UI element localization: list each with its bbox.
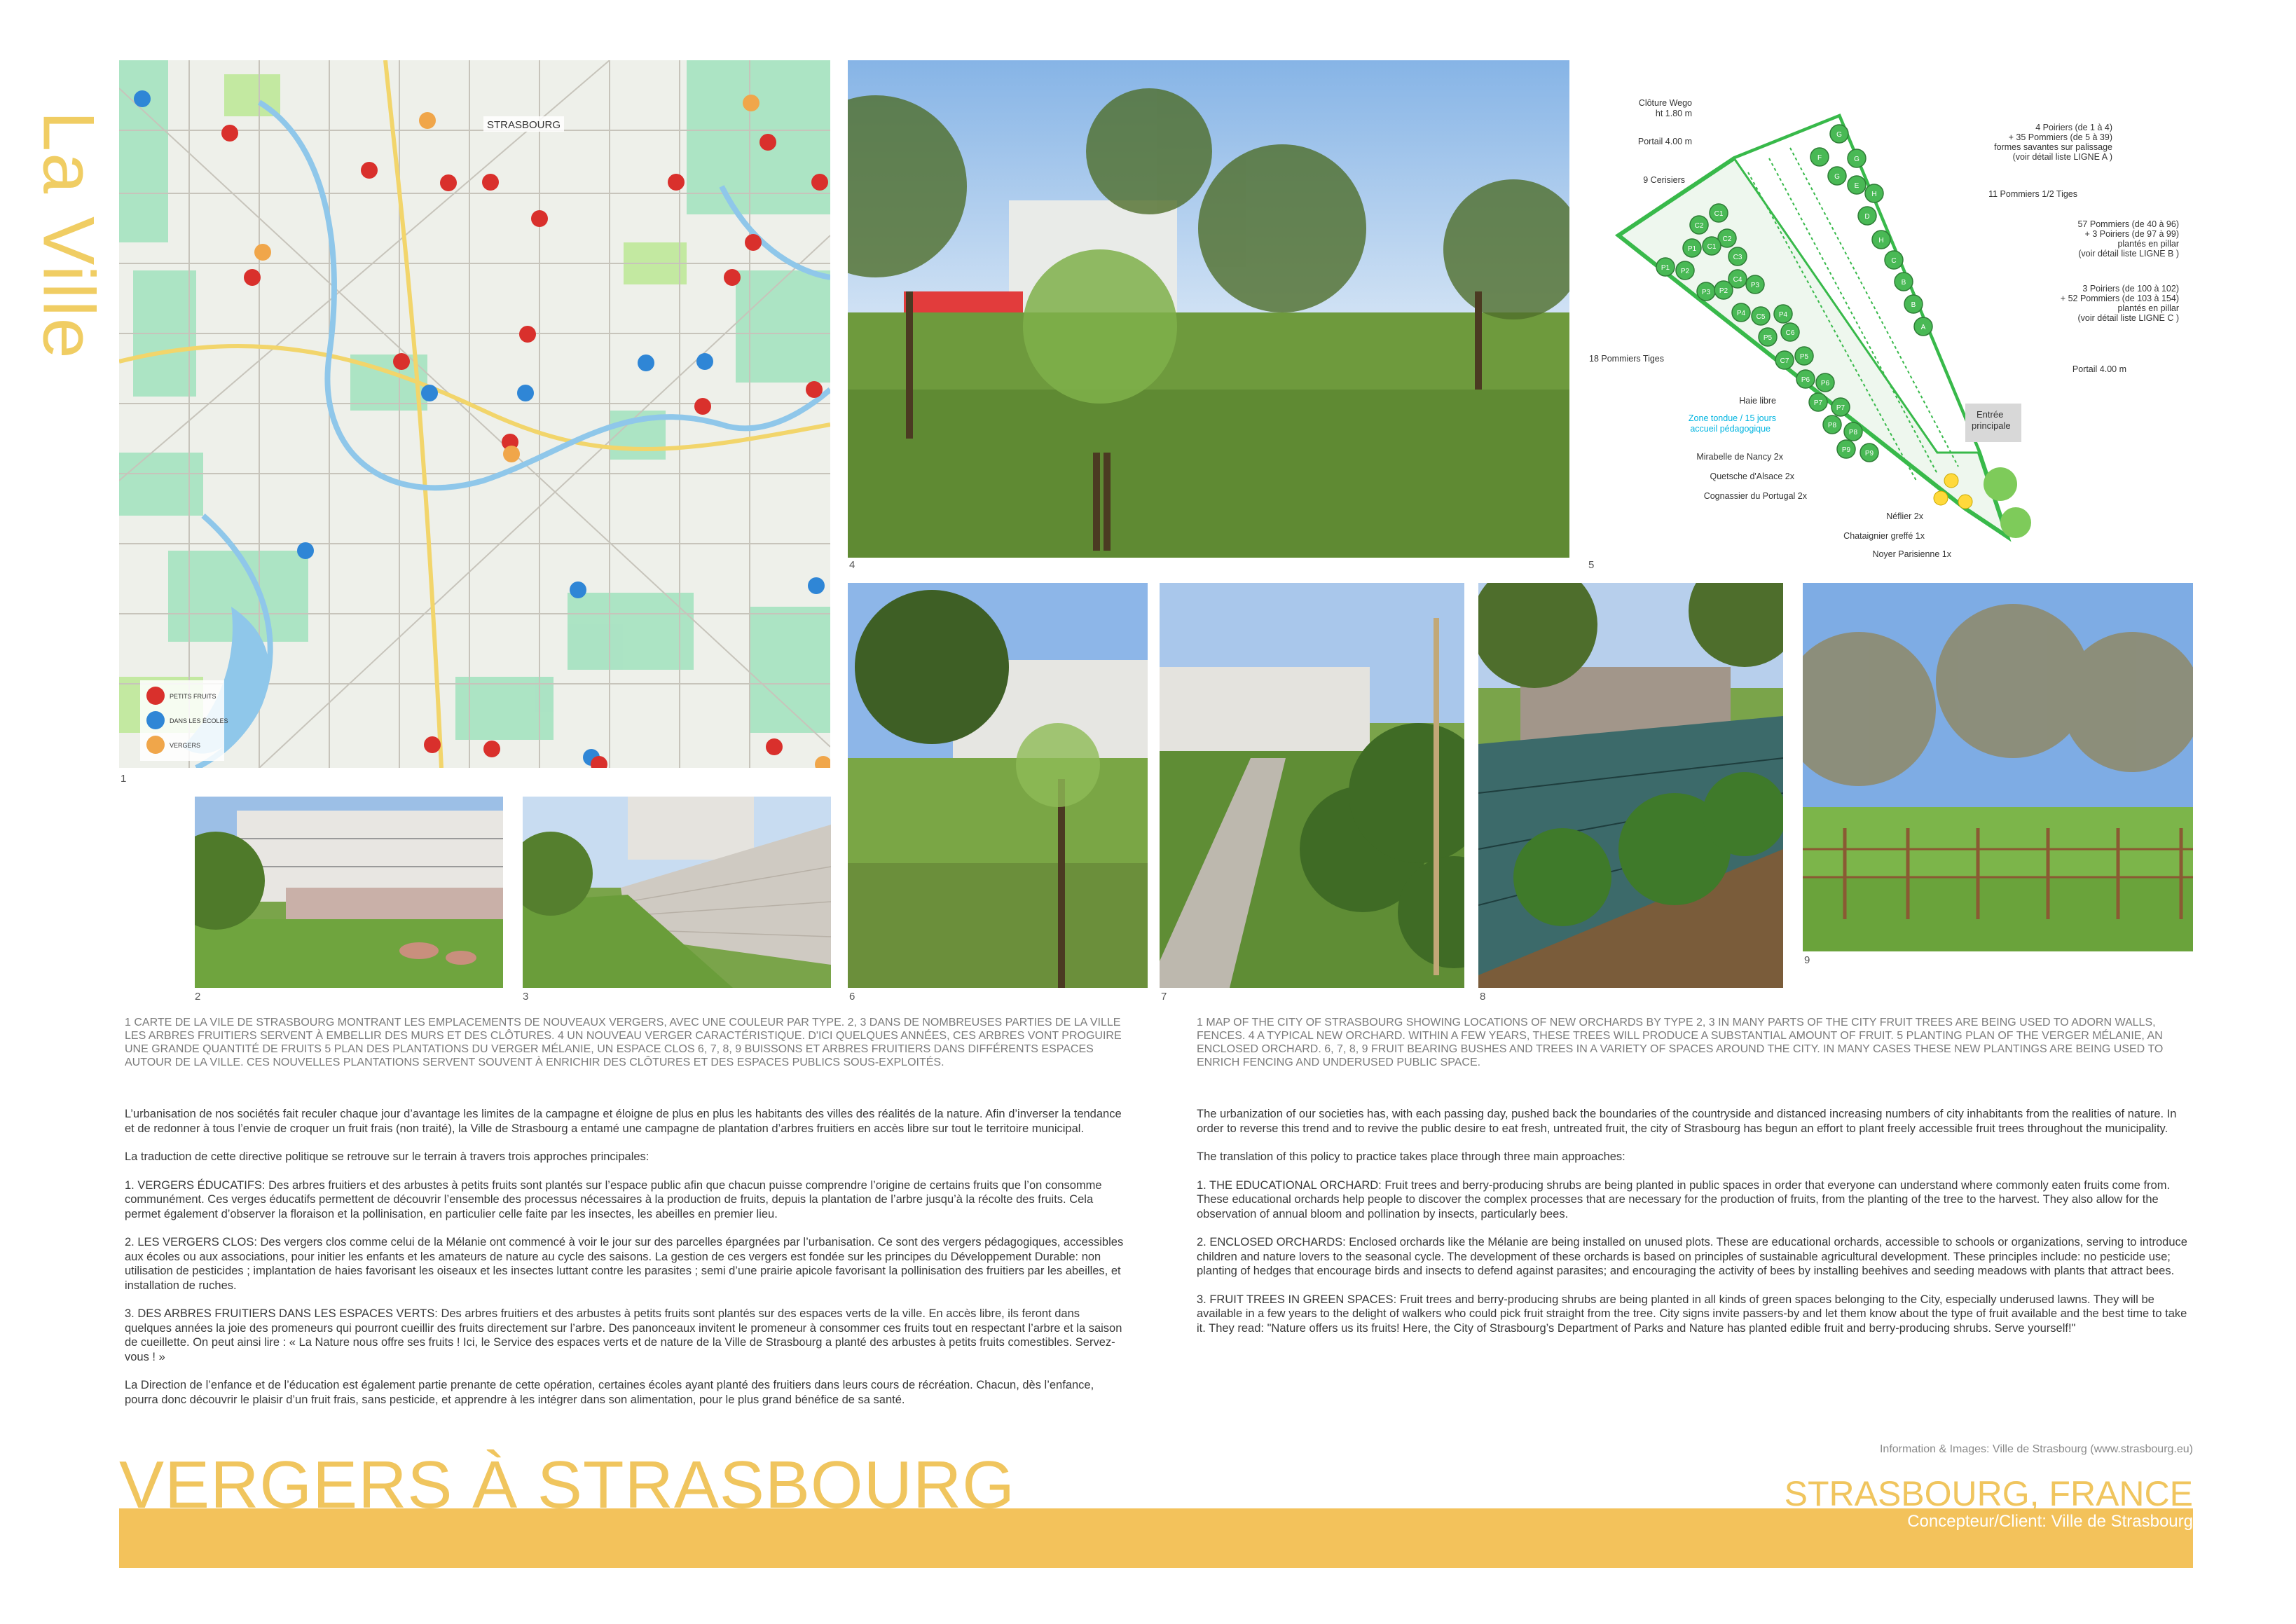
caption-en: 1 MAP OF THE CITY OF STRASBOURG SHOWING LOCATIONS OF NEW ORCHARDS BY TYPE 2, 3 IN MANY PARTS OF THE CITY FRUIT TREES ARE BEING USED TO ADORN WALLS, FENCES. 4 A TYPICAL NEW ORCHARD. WITHIN A FEW YEARS, THESE TREES WILL PRODUCE A SUBSTANTIAL AMOUNT OF FRUIT. 5 PLANTING PLAN OF THE VERGER MÉLANIE, AN ENCLOSED ORCHARD. 6, 7, 8, 9 FRUIT BEARING BUSHES AND TREES IN A VARIETY OF SPACES AROUND THE CITY. IN MANY CASES THESE NEW PLANTINGS ARE BEING USED TO ENRICH FENCING AND UNDERUSED PUBLIC SPACE.	[1197, 1017, 2164, 1068]
plan-label-r4: 11 Pommiers 1/2 Tiges	[1988, 189, 2077, 199]
fr-paragraph-6: La Direction de l’enfance et de l’éducation est également partie prenante de cette opération, certaines écoles ayant planté des fruitiers dans leurs cours de récréation. Chacun, dès l’enfance, pourra donc découvrir le plaisir d’un fruit frais, sans pesticide, et apprendre à les intégrer dans son alimentation, pour le plus grand bénéfice de sa santé.	[125, 1379, 1094, 1406]
plan-tree-code: C3	[1733, 254, 1742, 261]
page-title: VERGERS À STRASBOURG	[119, 1447, 1015, 1522]
legend-label-ecoles: DANS LES ÉCOLES	[170, 717, 228, 724]
plan-label-r8: (voir détail liste LIGNE B )	[2078, 249, 2179, 259]
plan-label-portail-1: Portail 4.00 m	[1637, 137, 1692, 146]
fr-paragraph-1: L’urbanisation de nos sociétés fait reculer chaque jour d’avantage les limites de la campagne et éloigne de plus en plus les habitants des villes des réalités de la nature. Afin d’inverser la tendance et de redonner à tous l’envie de croquer un fruit frais (non traité), la Ville de Strasbourg a entamé une campagne de plantation d’arbres fruitiers en accès libre sur tout le territoire municipal.	[125, 1108, 1122, 1135]
plan-label-pommiers-tiges: 18 Pommiers Tiges	[1589, 354, 1664, 364]
plan-tree-code: P6	[1820, 380, 1830, 387]
photo-7-graphic	[1160, 583, 1464, 988]
legend-swatch-ecoles	[146, 711, 165, 729]
plan-tree-code: H	[1878, 237, 1884, 245]
plan-tree-code: P8	[1848, 429, 1858, 436]
body-text-fr	[125, 1107, 1127, 1421]
plan-tree-code: C4	[1733, 276, 1742, 284]
plan-tree-code: P2	[1680, 268, 1690, 275]
photo-number-2: 2	[195, 991, 201, 1003]
fr-paragraph-4: 2. LES VERGERS CLOS: Des vergers clos comme celui de la Mélanie ont commencé à voir le jour sur des parcelles épargnées par l’urbanisation. Ce sont des vergers pédagogiques, accessibles aux écoles ou aux associations, pour initier les enfants et les amateurs de nature au cycle des saisons. La gestion de ces vergers est fondée sur les principes du Développement Durable: non utilisation de pesticides ; implantation de haies favorisant les oiseaux et les insectes luttant contre les parasites ; semi d’une prairie apicole favorisant la pollinisation des fruitiers par les abeilles, et installation de ruches.	[125, 1236, 1124, 1292]
plan-tree-code: P3	[1701, 289, 1711, 296]
photo-number-3: 3	[523, 991, 529, 1003]
photo-7-path	[1160, 583, 1464, 988]
legend-label-petits-fruits: PETITS FRUITS	[170, 693, 216, 700]
plan-label-cerisiers: 9 Cerisiers	[1643, 175, 1685, 185]
photo-number-5: 5	[1588, 559, 1595, 571]
plan-tree-code: G	[1836, 131, 1842, 139]
plan-label-r11: plantés en pillar	[2117, 303, 2179, 313]
plan-tree-code: E	[1854, 182, 1860, 190]
plan-tree-code: C7	[1780, 357, 1789, 365]
photo-2-wall	[195, 797, 503, 988]
location-label: STRASBOURG, FRANCE	[1784, 1474, 2193, 1513]
vertical-title-text: La Ville	[27, 111, 109, 360]
plan-label-r12: (voir détail liste LIGNE C )	[2077, 313, 2179, 323]
plan-tree-code: C2	[1722, 235, 1732, 243]
photo-number-7: 7	[1161, 991, 1167, 1003]
plan-tree-code: B	[1901, 279, 1906, 287]
photo-6-tree	[848, 583, 1148, 988]
plan-tree-code: P9	[1841, 446, 1851, 454]
plan-tree-code: P7	[1813, 399, 1823, 407]
map-city-label: STRASBOURG	[487, 119, 561, 131]
plan-tree-code: F	[1817, 154, 1822, 162]
photo-8-fence	[1478, 583, 1783, 988]
plan-tree-code: B	[1911, 301, 1916, 309]
photo-2-graphic	[195, 797, 503, 988]
plan-tree-code: P9	[1864, 450, 1874, 457]
plan-tree-code: P5	[1763, 334, 1773, 342]
plan-label-r3: (voir détail liste LIGNE A )	[2012, 152, 2112, 162]
plan-tree-code: P1	[1661, 264, 1670, 272]
legend-swatch-vergers	[146, 736, 165, 754]
planting-plan-graphic	[1587, 60, 2193, 561]
plan-tree-code: D	[1864, 213, 1870, 221]
en-paragraph-3: 1. THE EDUCATIONAL ORCHARD: Fruit trees and berry-producing shrubs are being planted in public spaces in order that everyone can understand where commonly eaten fruits come from. These educational orchards help people to discover the complex processes that are necessary for the production of fruits, from the planting of the tree to the harvest. They also allow for the observation of annual bloom and pollination by insects, particularly bees.	[1197, 1178, 2171, 1220]
plan-tree-code: G	[1834, 173, 1840, 181]
plan-principale: principale	[1972, 420, 2011, 431]
plan-tree-code: P6	[1801, 376, 1810, 384]
plan-tree-code: P4	[1736, 310, 1746, 317]
vertical-title	[27, 60, 109, 411]
fr-paragraph-2: La traduction de cette directive politique se retrouve sur le terrain à travers trois approches principales:	[125, 1150, 649, 1163]
photo-9-park	[1803, 583, 2193, 951]
en-paragraph-4: 2. ENCLOSED ORCHARDS: Enclosed orchards like the Mélanie are being installed on unused plots. These are educational orchards, accessible to schools or organizations, serving to introduce children and nature lovers to the seasonal cycle. The development of these orchards is based on principles of sustainable agricultural development. These principles include: no pesticide use; planting of hedges that encourage birds and insects to defend against parasites; and encouraging the activity of bees by installing beehives and seeding meadows with plants that attract bees.	[1197, 1236, 2187, 1277]
plan-tree-code: P5	[1799, 353, 1809, 361]
plan-label-zone-1: Zone tondue / 15 jours	[1688, 413, 1776, 423]
city-map-graphic	[119, 60, 830, 768]
photo-number-8: 8	[1480, 991, 1486, 1003]
plan-label-chataignier: Chataignier greffé 1x	[1843, 531, 1925, 541]
legend-label-vergers: VERGERS	[170, 742, 201, 749]
body-text-en	[1197, 1107, 2193, 1349]
plan-label-r9: 3 Poiriers (de 100 à 102)	[2082, 284, 2179, 294]
plan-label-cloture: Clôture Wego	[1638, 98, 1692, 108]
plan-tree-code: C5	[1756, 313, 1766, 321]
plan-tree-code: A	[1920, 324, 1926, 331]
image-credit: Information & Images: Ville de Strasbourg (www.strasbourg.eu)	[1879, 1443, 2193, 1455]
plan-tree-code: P7	[1836, 404, 1845, 412]
plan-tree-code: C2	[1694, 222, 1704, 230]
en-paragraph-5: 3. FRUIT TREES IN GREEN SPACES: Fruit trees and berry-producing shrubs are being planted in all kinds of green spaces belonging to the City, especially underused lawns. They will be available in a few years to the delight of walkers who could pick fruit straight from the tree. City signs invite passers-by and let them know about the type of fruit available and the best time to take it. They read: "Nature offers us its fruits! Here, the City of Strasbourg’s Department of Parks and Nature has planted edible fruit and berry-producing shrubs. Serve yourself!"	[1197, 1293, 2187, 1335]
plan-label-zone-2: accueil pédagogique	[1690, 424, 1771, 434]
plan-label-cognassier: Cognassier du Portugal 2x	[1703, 491, 1807, 501]
plan-tree-code: C6	[1785, 329, 1795, 337]
photo-number-4: 4	[849, 559, 855, 571]
photo-4-orchard	[848, 60, 1569, 558]
plan-label-neflier: Néflier 2x	[1886, 511, 1923, 521]
plan-label-r5: 57 Pommiers (de 40 à 96)	[2077, 219, 2179, 229]
plan-tree-code: P3	[1750, 282, 1760, 289]
plan-tree-code: P8	[1827, 422, 1837, 429]
plan-tree-code: C1	[1707, 243, 1717, 251]
en-paragraph-1: The urbanization of our societies has, with each passing day, pushed back the boundaries of the countryside and distanced increasing numbers of city inhabitants from the realities of nature. In order to reverse this trend and to revive the public desire to eat fresh, untreated fruit, the city of Strasbourg has begun an effort to plant freely accessible fruit trees throughout the municipality.	[1197, 1108, 2177, 1135]
plan-label-r0: 4 Poiriers (de 1 à 4)	[2035, 123, 2112, 132]
photo-3-graphic	[523, 797, 831, 988]
plan-label-r6: + 3 Poiriers (de 97 à 99)	[2084, 229, 2179, 239]
en-paragraph-2: The translation of this policy to practice takes place through three main approaches:	[1197, 1150, 1625, 1163]
photo-3-wall	[523, 797, 831, 988]
plan-tree-code: C1	[1714, 210, 1724, 218]
photo-number-9: 9	[1804, 954, 1810, 966]
caption-fr: 1 CARTE DE LA VILE DE STRASBOURG MONTRANT LES EMPLACEMENTS DE NOUVEAUX VERGERS, AVEC UNE COULEUR PAR TYPE. 2, 3 DANS DE NOMBREUSES PARTIES DE LA VILLE LES ARBRES FRUITIERS SERVENT À EMBELLIR DES MURS ET DES CLÔTURES. 4 UN NOUVEAU VERGER CARACTÉRISTIQUE. D'ICI QUELQUES ANNÉES, CES ARBRES VONT PROGUIRE UNE GRANDE QUANTITÉ DE FRUITS 5 PLAN DES PLANTATIONS DU VERGER MÉLANIE, UN ESPACE CLOS 6, 7, 8, 9 BUISSONS ET ARBRES FRUITIERS DANS DIFFÉRENTS ESPACES AUTOUR DE LA VILLE. CES NOUVELLES PLANTATIONS SERVENT SOUVENT À ENRICHIR DES CLÔTURES ET DES ESPACES PUBLICS SOUS-EXPLOITÉS.	[125, 1017, 1122, 1068]
plan-entree: Entrée	[1977, 409, 2004, 420]
plan-label-r1: + 35 Pommiers (de 5 à 39)	[2008, 132, 2112, 142]
plan-label-mirabelle: Mirabelle de Nancy 2x	[1696, 452, 1783, 462]
client-label: Concepteur/Client: Ville de Strasbourg	[1907, 1512, 2193, 1531]
plan-tree-code: P2	[1719, 287, 1728, 295]
photo-number-6: 6	[849, 991, 855, 1003]
plan-label-r13: Portail 4.00 m	[2072, 364, 2126, 374]
plan-tree-code: C	[1891, 257, 1897, 265]
plan-label-r7: plantés en pillar	[2117, 239, 2179, 249]
legend-swatch-petits-fruits	[146, 687, 165, 705]
plan-tree-code: P1	[1687, 245, 1697, 253]
planting-plan	[1587, 60, 2193, 561]
plan-label-haie: Haie libre	[1739, 396, 1776, 406]
photo-8-graphic	[1478, 583, 1783, 988]
city-map	[119, 60, 830, 768]
fr-paragraph-3: 1. VERGERS ÉDUCATIFS: Des arbres fruitiers et des arbustes à petits fruits sont plantés sur l’espace public afin que chacun puisse comprendre l’origine de certains fruits que l’on consomme communément. Ces verges éducatifs permettent de découvrir l’ensemble des processus nécessaires à la production de fruits, depuis la plantation de l’arbre jusqu’à la récolte des fruits. Cela permet également d’observer la floraison et la pollinisation, en particulier celle faite par les insectes, les abeilles en premier lieu.	[125, 1178, 1102, 1220]
plan-tree-code: P4	[1778, 311, 1788, 319]
plan-label-r2: formes savantes sur palissage	[1994, 142, 2112, 152]
plan-label-noyer: Noyer Parisienne 1x	[1872, 549, 1951, 559]
photo-9-graphic	[1803, 583, 2193, 951]
plan-tree-code: G	[1854, 156, 1860, 163]
plan-label-ht: ht 1.80 m	[1655, 109, 1692, 118]
fr-paragraph-5: 3. DES ARBRES FRUITIERS DANS LES ESPACES VERTS: Des arbres fruitiers et des arbustes à petits fruits sont plantés sur des espaces verts de la ville. En accès libre, ils feront dans quelques années la joie des promeneurs qui pourront cueillir des fruits directement sur l’arbre. Des panonceaux invitent le promeneur à consommer ces fruits tout en respectant l’arbre et la saison de cueillette. On peut ainsi lire : « La Nature nous offre ses fruits ! Ici, le Service des espaces verts et de nature de la Ville de Strasbourg a planté des arbustes à petits fruits comestibles. Servez-vous ! »	[125, 1307, 1122, 1363]
plan-tree-code: H	[1871, 191, 1877, 198]
plan-label-quetsche: Quetsche d'Alsace 2x	[1710, 472, 1794, 481]
photo-number-1: 1	[121, 773, 127, 785]
photo-6-graphic	[848, 583, 1148, 988]
photo-4-graphic	[848, 60, 1569, 558]
plan-label-r10: + 52 Pommiers (de 103 à 154)	[2060, 294, 2179, 303]
